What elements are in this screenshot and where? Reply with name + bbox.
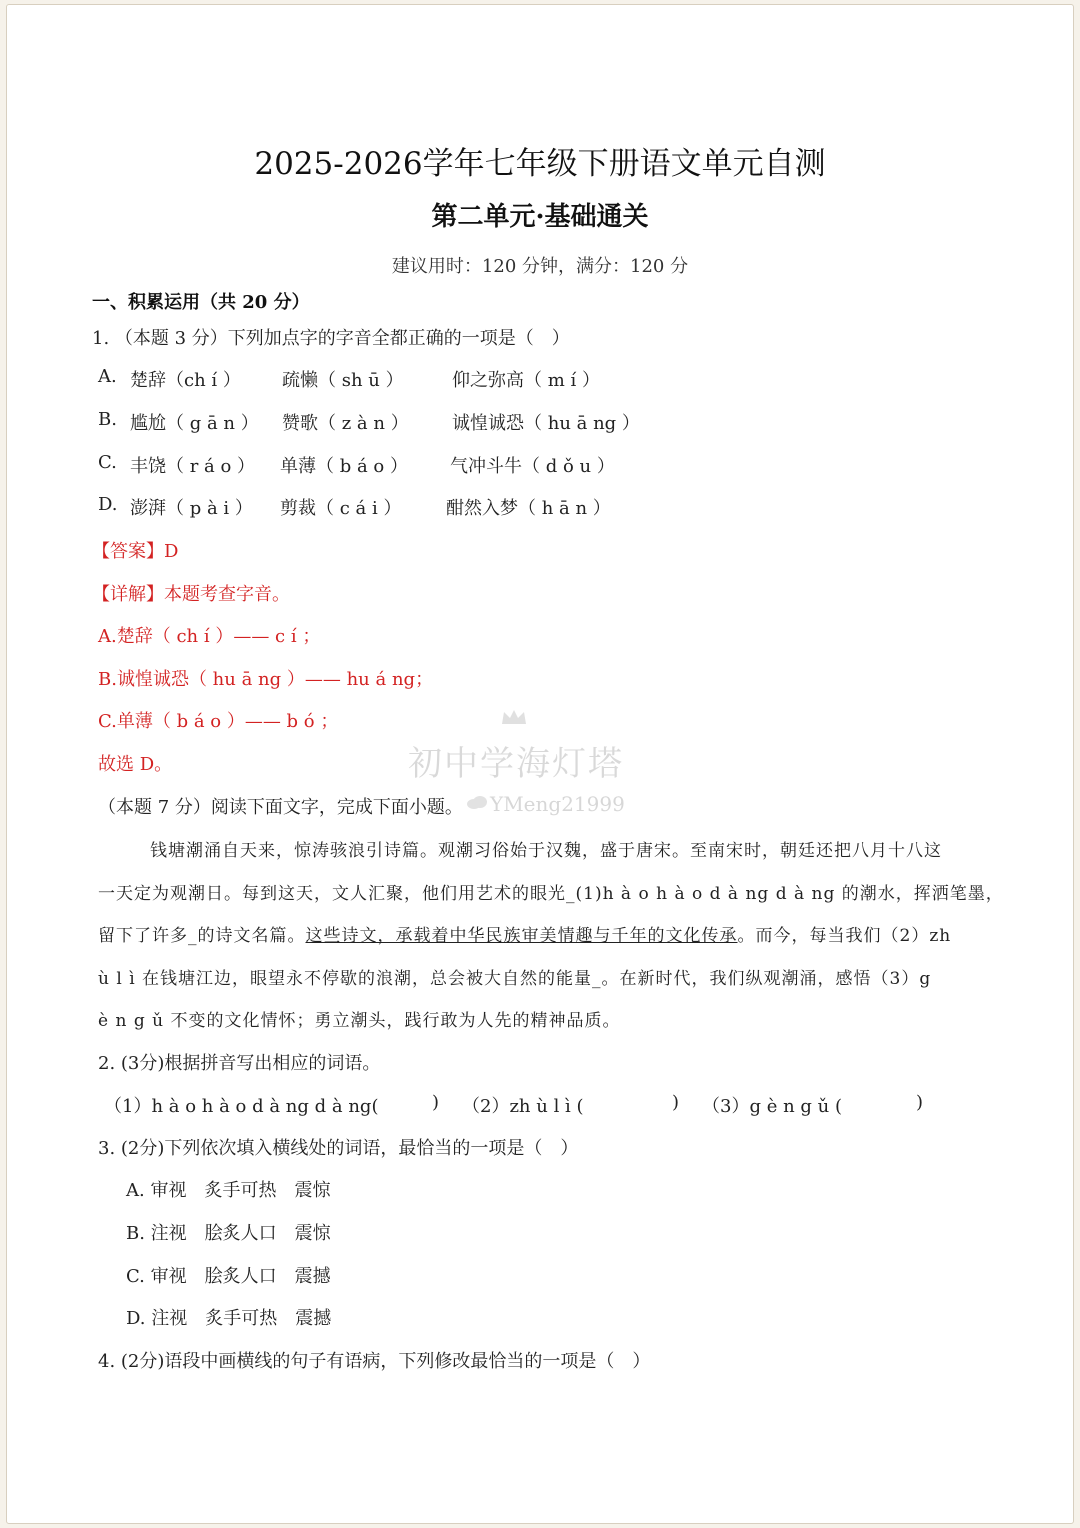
option-word: 澎湃（ p à i ）	[130, 498, 253, 519]
crown-icon	[500, 708, 528, 726]
cloud-icon	[466, 794, 488, 810]
question-3-stem: 3. (2分)下列依次填入横线处的词语，最恰当的一项是（ ）	[98, 1138, 579, 1159]
detail-text: 【详解】本题考查字音。	[92, 584, 290, 605]
q3-option-c: C. 审视 脍炙人口 震撼	[126, 1266, 331, 1287]
watermark-id: YMeng21999	[490, 792, 625, 816]
option-word: 楚辞（ch í ）	[130, 370, 241, 391]
passage-line: 钱塘潮涌自天来，惊涛骇浪引诗篇。观潮习俗始于汉魏，盛于唐宋。至南宋时，朝廷还把八月十八这	[150, 841, 942, 861]
blank-close: )	[916, 1092, 924, 1113]
option-label: C.	[98, 452, 117, 473]
option-word: 诚惶诚恐（ hu ā ng ）	[452, 413, 640, 434]
option-word: 尴尬（ g ā n ）	[130, 413, 259, 434]
explain-line: A.楚辞（ ch í ）—— c í ；	[98, 626, 321, 647]
explain-line: C.单薄（ b á o ）—— b ó ；	[98, 711, 339, 732]
option-word: 单薄（ b á o ）	[280, 456, 408, 477]
watermark-text: 初中学海灯塔	[408, 744, 624, 784]
passage-text: 留下了许多_的诗文名篇。	[98, 926, 306, 946]
question-1-stem: 1. （本题 3 分）下列加点字的字音全都正确的一项是（ ）	[92, 328, 570, 349]
explain-line: 故选 D。	[98, 754, 173, 775]
passage-line	[98, 921, 951, 946]
option-word: 酣然入梦（ h ā n ）	[446, 498, 611, 519]
explain-line: B.诚惶诚恐（ hu ā ng ）—— hu á ng；	[98, 669, 434, 690]
option-word: 丰饶（ r á o ）	[130, 456, 256, 477]
option-word: 气冲斗牛（ d ǒ u ）	[450, 456, 615, 477]
pinyin-item: （1）h à o h à o d à ng d à ng(	[104, 1096, 379, 1117]
passage-line: ù l ì 在钱塘江边，眼望永不停歇的浪潮，总会被大自然的能量_。在新时代，我们纵观潮涌，感悟（3）g	[98, 969, 932, 989]
blank-close: )	[432, 1092, 440, 1113]
question-2-stem: 2. (3分)根据拼音写出相应的词语。	[98, 1053, 381, 1074]
q3-option-d: D. 注视 炙手可热 震撼	[126, 1308, 332, 1329]
option-word: 赞歌（ z à n ）	[282, 413, 409, 434]
pinyin-item: （2）zh ù l ì (	[462, 1096, 584, 1117]
option-label: D.	[98, 494, 118, 515]
q3-option-b: B. 注视 脍炙人口 震惊	[126, 1223, 331, 1244]
option-word: 仰之弥高（ m í ）	[452, 370, 600, 391]
passage-intro: （本题 7 分）阅读下面文字，完成下面小题。	[98, 797, 463, 818]
underlined-sentence: 这些诗文，承载着中华民族审美情趣与千年的文化传承	[305, 926, 738, 946]
option-label: A.	[98, 366, 117, 387]
pinyin-item: （3）g è n g ǔ (	[702, 1096, 842, 1117]
passage-line: 一天定为观潮日。每到这天，文人汇聚，他们用艺术的眼光_(1)h à o h à o d à ng d à ng 的潮水，挥洒笔墨，	[98, 884, 1004, 904]
passage-text: 。而今，每当我们（2）zh	[737, 926, 952, 946]
answer-text: 【答案】D	[92, 541, 179, 562]
option-word: 疏懒（ sh ū ）	[282, 370, 404, 391]
question-4-stem: 4. (2分)语段中画横线的句子有语病，下列修改最恰当的一项是（ ）	[98, 1351, 651, 1372]
passage-line: è n g ǔ 不变的文化情怀；勇立潮头，践行敢为人先的精神品质。	[98, 1011, 621, 1031]
blank-close: )	[672, 1092, 680, 1113]
time-info: 建议用时：120 分钟，满分：120 分	[391, 256, 689, 277]
option-label: B.	[98, 409, 117, 430]
q3-option-a: A. 审视 炙手可热 震惊	[126, 1180, 331, 1201]
page-subtitle: 第二单元·基础通关	[431, 202, 649, 232]
page-title: 2025-2026学年七年级下册语文单元自测	[254, 146, 826, 182]
section-heading: 一、积累运用（共 20 分）	[92, 292, 310, 313]
option-word: 剪裁（ c á i ）	[280, 498, 402, 519]
